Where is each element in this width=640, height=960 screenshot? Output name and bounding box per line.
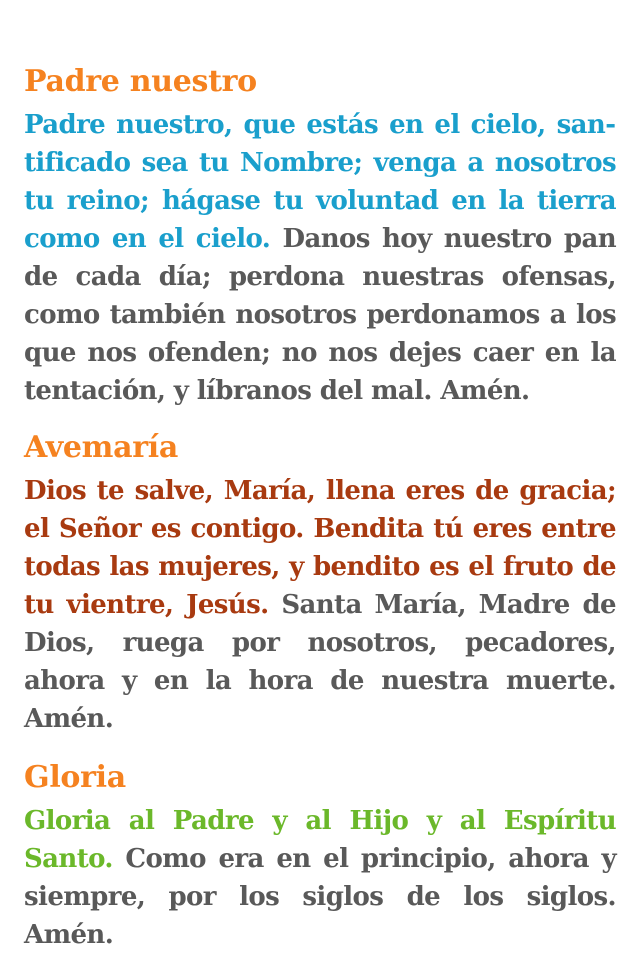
prayer-gloria: [24, 758, 616, 954]
prayer-highlight-text: Padre nuestro, que estás en el cielo, santificado sea tu Nombre; venga a nosotros tu reino; hágase tu voluntad en la tierra como en el cielo.: [24, 110, 616, 254]
prayers-page: [24, 62, 616, 954]
prayer-title: Gloria: [24, 760, 126, 795]
prayer-body: [24, 472, 616, 738]
prayer-body: [24, 106, 616, 410]
prayer-padre-nuestro: [24, 62, 616, 410]
prayer-title: Avemaría: [24, 430, 179, 465]
prayer-highlight-text: Gloria al Padre y al Hijo y al Espíritu Santo.: [24, 806, 616, 874]
prayer-title: Padre nuestro: [24, 64, 257, 99]
prayer-body: [24, 802, 616, 954]
prayer-text: Como era en el principio, ahora y siempre, por los siglos de los siglos. Amén.: [24, 844, 616, 950]
prayer-avemaria: [24, 428, 616, 738]
prayer-text: Danos hoy nuestro pan de cada día; perdona nuestras ofensas, como también nosotros perdonamos a los que nos ofenden; no nos dejes caer en la tentación, y líbranos del mal. Amén.: [24, 224, 616, 406]
prayer-highlight-text: Dios te salve, María, llena eres de gracia; el Señor es contigo. Bendita tú eres entre todas las mujeres, y bendito es el fruto de tu vientre, Jesús.: [24, 476, 616, 620]
prayer-text: Santa María, Madre de Dios, ruega por nosotros, pecadores, ahora y en la hora de nuestra muerte. Amén.: [24, 590, 616, 734]
